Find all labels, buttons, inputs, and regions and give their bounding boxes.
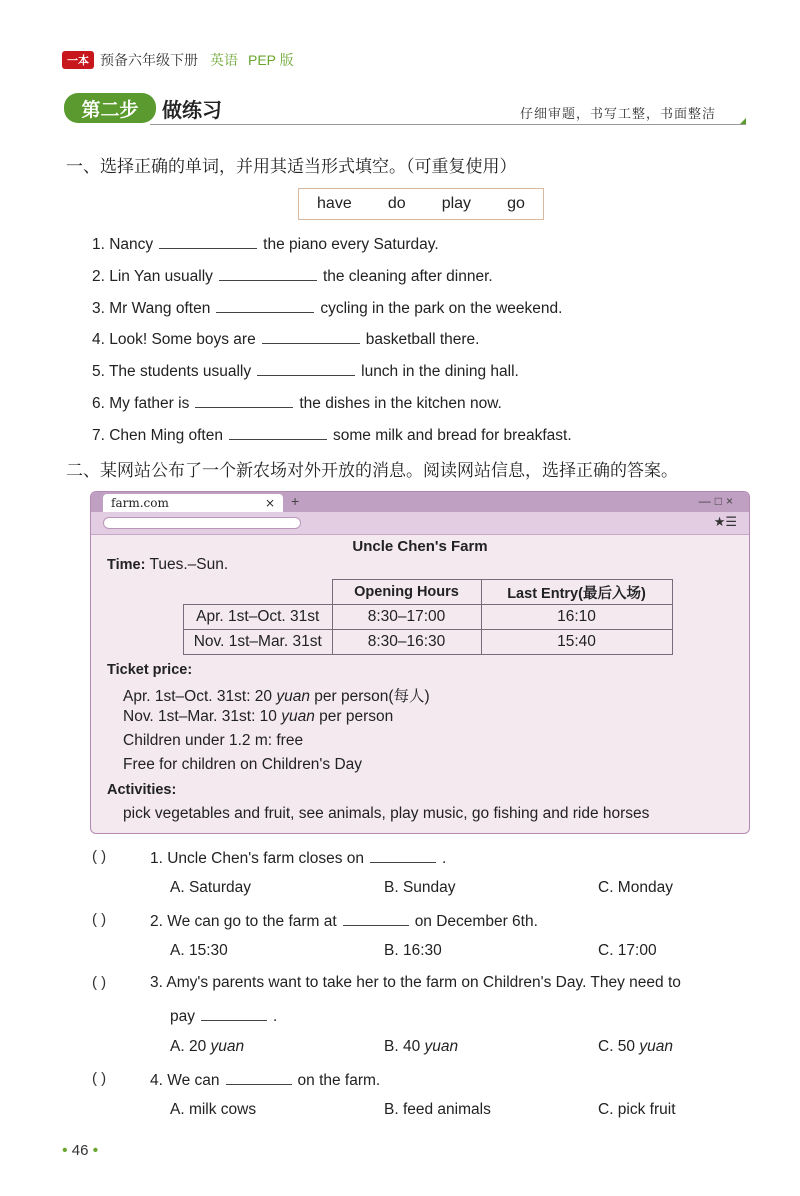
- ticket-text: per person(每人): [309, 688, 430, 705]
- fill-question-2: [92, 266, 493, 286]
- option-a: [170, 1038, 244, 1056]
- time-line: [107, 556, 228, 574]
- dot-icon: •: [92, 1142, 99, 1159]
- option-unit: yuan: [639, 1038, 673, 1055]
- option-text: B. 40: [384, 1038, 425, 1055]
- question-text: 6. My father is: [92, 395, 190, 412]
- word-option: do: [387, 195, 406, 212]
- dot-icon: •: [62, 1142, 68, 1159]
- question-text: pay: [170, 1008, 195, 1025]
- answer-blank[interactable]: [159, 234, 257, 249]
- brand-logo: 一本: [62, 51, 94, 69]
- option-a: A. 15:30: [170, 942, 228, 959]
- question-text: 1. Uncle Chen's farm closes on: [150, 850, 365, 867]
- question-text: 7. Chen Ming often: [92, 427, 223, 444]
- close-tab-icon[interactable]: ×: [264, 496, 275, 510]
- section2-heading: 二、某网站公布了一个新农场对外开放的消息。阅读网站信息，选择正确的答案。: [66, 461, 678, 480]
- option-a: A. Saturday: [170, 879, 251, 896]
- answer-paren[interactable]: ( ): [92, 974, 107, 991]
- tab-label: farm.com: [111, 496, 169, 510]
- option-c: C. pick fruit: [598, 1101, 676, 1118]
- mc-question-1: [150, 848, 446, 868]
- table-row: [184, 630, 673, 655]
- address-bar[interactable]: [103, 517, 301, 529]
- fill-question-3: [92, 298, 562, 318]
- option-unit: yuan: [424, 1038, 459, 1055]
- answer-paren[interactable]: ( ): [92, 1070, 107, 1087]
- table-cell: Apr. 1st–Oct. 31st: [184, 605, 333, 630]
- option-c: C. 17:00: [598, 942, 657, 959]
- time-value: Tues.–Sun.: [149, 556, 229, 573]
- table-cell: 8:30–17:00: [332, 605, 481, 630]
- fill-question-1: [92, 234, 439, 254]
- answer-blank[interactable]: [219, 266, 317, 281]
- question-text: some milk and bread for breakfast.: [332, 427, 572, 444]
- mc-question-3: 3. Amy's parents want to take her to the farm on Children's Day. They need to: [150, 974, 681, 991]
- question-text: .: [442, 850, 447, 867]
- answer-blank[interactable]: [370, 848, 436, 863]
- answer-blank[interactable]: [216, 298, 314, 313]
- farm-title: Uncle Chen's Farm: [352, 538, 488, 555]
- ticket-label: Ticket price:: [107, 662, 193, 678]
- option-c: [598, 1038, 673, 1056]
- fill-question-6: [92, 393, 502, 413]
- table-header-cell: [184, 580, 333, 605]
- question-text: the cleaning after dinner.: [322, 268, 493, 285]
- word-option: have: [317, 195, 352, 212]
- corner-decoration: [740, 118, 746, 124]
- answer-blank[interactable]: [201, 1006, 267, 1021]
- divider: [150, 124, 746, 125]
- edition-label: PEP 版: [248, 52, 294, 68]
- activities-label: Activities:: [107, 782, 177, 798]
- bookmark-menu-icon[interactable]: ★☰: [713, 514, 737, 529]
- activities-text: pick vegetables and fruit, see animals, play music, go fishing and ride horses: [123, 805, 650, 822]
- word-option: go: [507, 195, 525, 212]
- question-text: 2. We can go to the farm at: [150, 913, 337, 930]
- question-text: cycling in the park on the weekend.: [320, 300, 563, 317]
- ticket-line: Children under 1.2 m: free: [123, 732, 304, 749]
- table-header-row: [184, 580, 673, 605]
- option-c: C. Monday: [598, 879, 673, 896]
- step-title: 做练习: [162, 100, 222, 122]
- table-cell: 15:40: [481, 630, 672, 655]
- ticket-unit: yuan: [281, 708, 315, 725]
- table-row: [184, 605, 673, 630]
- new-tab-icon[interactable]: +: [291, 493, 300, 509]
- table-cell: Nov. 1st–Mar. 31st: [184, 630, 333, 655]
- hours-table: [183, 579, 673, 655]
- ticket-line: Free for children on Children's Day: [123, 756, 363, 773]
- option-unit: yuan: [210, 1038, 245, 1055]
- answer-blank[interactable]: [229, 425, 327, 440]
- word-box: [298, 188, 544, 220]
- fill-question-4: [92, 329, 479, 349]
- browser-window: [90, 491, 750, 834]
- page-number-text: 46: [71, 1142, 89, 1159]
- option-b: [384, 1038, 458, 1056]
- answer-blank[interactable]: [257, 361, 355, 376]
- mc-question-3-line2: [170, 1006, 277, 1026]
- option-text: A. 20: [170, 1038, 211, 1055]
- question-text: 4. Look! Some boys are: [92, 331, 256, 348]
- mc-question-2: [150, 911, 538, 931]
- table-cell: 8:30–16:30: [332, 630, 481, 655]
- answer-paren[interactable]: ( ): [92, 911, 107, 928]
- question-text: 1. Nancy: [92, 236, 154, 253]
- option-b: B. Sunday: [384, 879, 456, 896]
- subject-label: 英语: [210, 52, 238, 68]
- question-text: 4. We can: [150, 1072, 220, 1089]
- window-controls[interactable]: —□×: [698, 494, 737, 508]
- address-row: [91, 512, 749, 535]
- question-text: on the farm.: [297, 1072, 381, 1089]
- grade-label: 预备六年级下册: [100, 52, 198, 68]
- question-text: the dishes in the kitchen now.: [299, 395, 502, 412]
- page-number: [62, 1142, 98, 1160]
- step-badge: 第二步: [64, 93, 156, 123]
- question-text: lunch in the dining hall.: [361, 363, 519, 380]
- question-text: on December 6th.: [414, 913, 538, 930]
- table-header-cell: Opening Hours: [332, 580, 481, 605]
- question-text: 3. Mr Wang often: [92, 300, 211, 317]
- table-cell: 16:10: [481, 605, 672, 630]
- ticket-text: Nov. 1st–Mar. 31st: 10: [123, 708, 282, 725]
- answer-paren[interactable]: ( ): [92, 848, 107, 865]
- question-text: basketball there.: [365, 331, 480, 348]
- question-text: .: [273, 1008, 278, 1025]
- ticket-text: Apr. 1st–Oct. 31st: 20: [123, 688, 277, 705]
- answer-blank[interactable]: [195, 393, 293, 408]
- time-label: Time:: [107, 557, 146, 573]
- question-text: the piano every Saturday.: [263, 236, 439, 253]
- ticket-unit: yuan: [276, 688, 310, 705]
- tab-bar: [91, 492, 749, 512]
- answer-blank[interactable]: [226, 1070, 292, 1085]
- browser-tab[interactable]: [103, 494, 283, 512]
- mc-question-4: [150, 1070, 380, 1090]
- answer-blank[interactable]: [262, 329, 360, 344]
- word-option: play: [441, 195, 472, 212]
- fill-question-7: [92, 425, 572, 445]
- question-text: 5. The students usually: [92, 363, 252, 380]
- fill-question-5: [92, 361, 519, 381]
- step-tip: 仔细审题，书写工整，书面整洁: [520, 107, 717, 122]
- section1-heading: 一、选择正确的单词，并用其适当形式填空。（可重复使用）: [66, 157, 517, 176]
- ticket-line: [123, 708, 393, 726]
- option-b: B. 16:30: [384, 942, 442, 959]
- ticket-text: per person: [314, 708, 394, 725]
- answer-blank[interactable]: [343, 911, 409, 926]
- question-text: 2. Lin Yan usually: [92, 268, 213, 285]
- table-header-cell: Last Entry(最后入场): [481, 580, 672, 605]
- page-header: [62, 48, 294, 72]
- option-text: C. 50: [598, 1038, 640, 1055]
- ticket-line: [123, 684, 430, 706]
- option-a: A. milk cows: [170, 1101, 257, 1118]
- option-b: B. feed animals: [384, 1101, 491, 1118]
